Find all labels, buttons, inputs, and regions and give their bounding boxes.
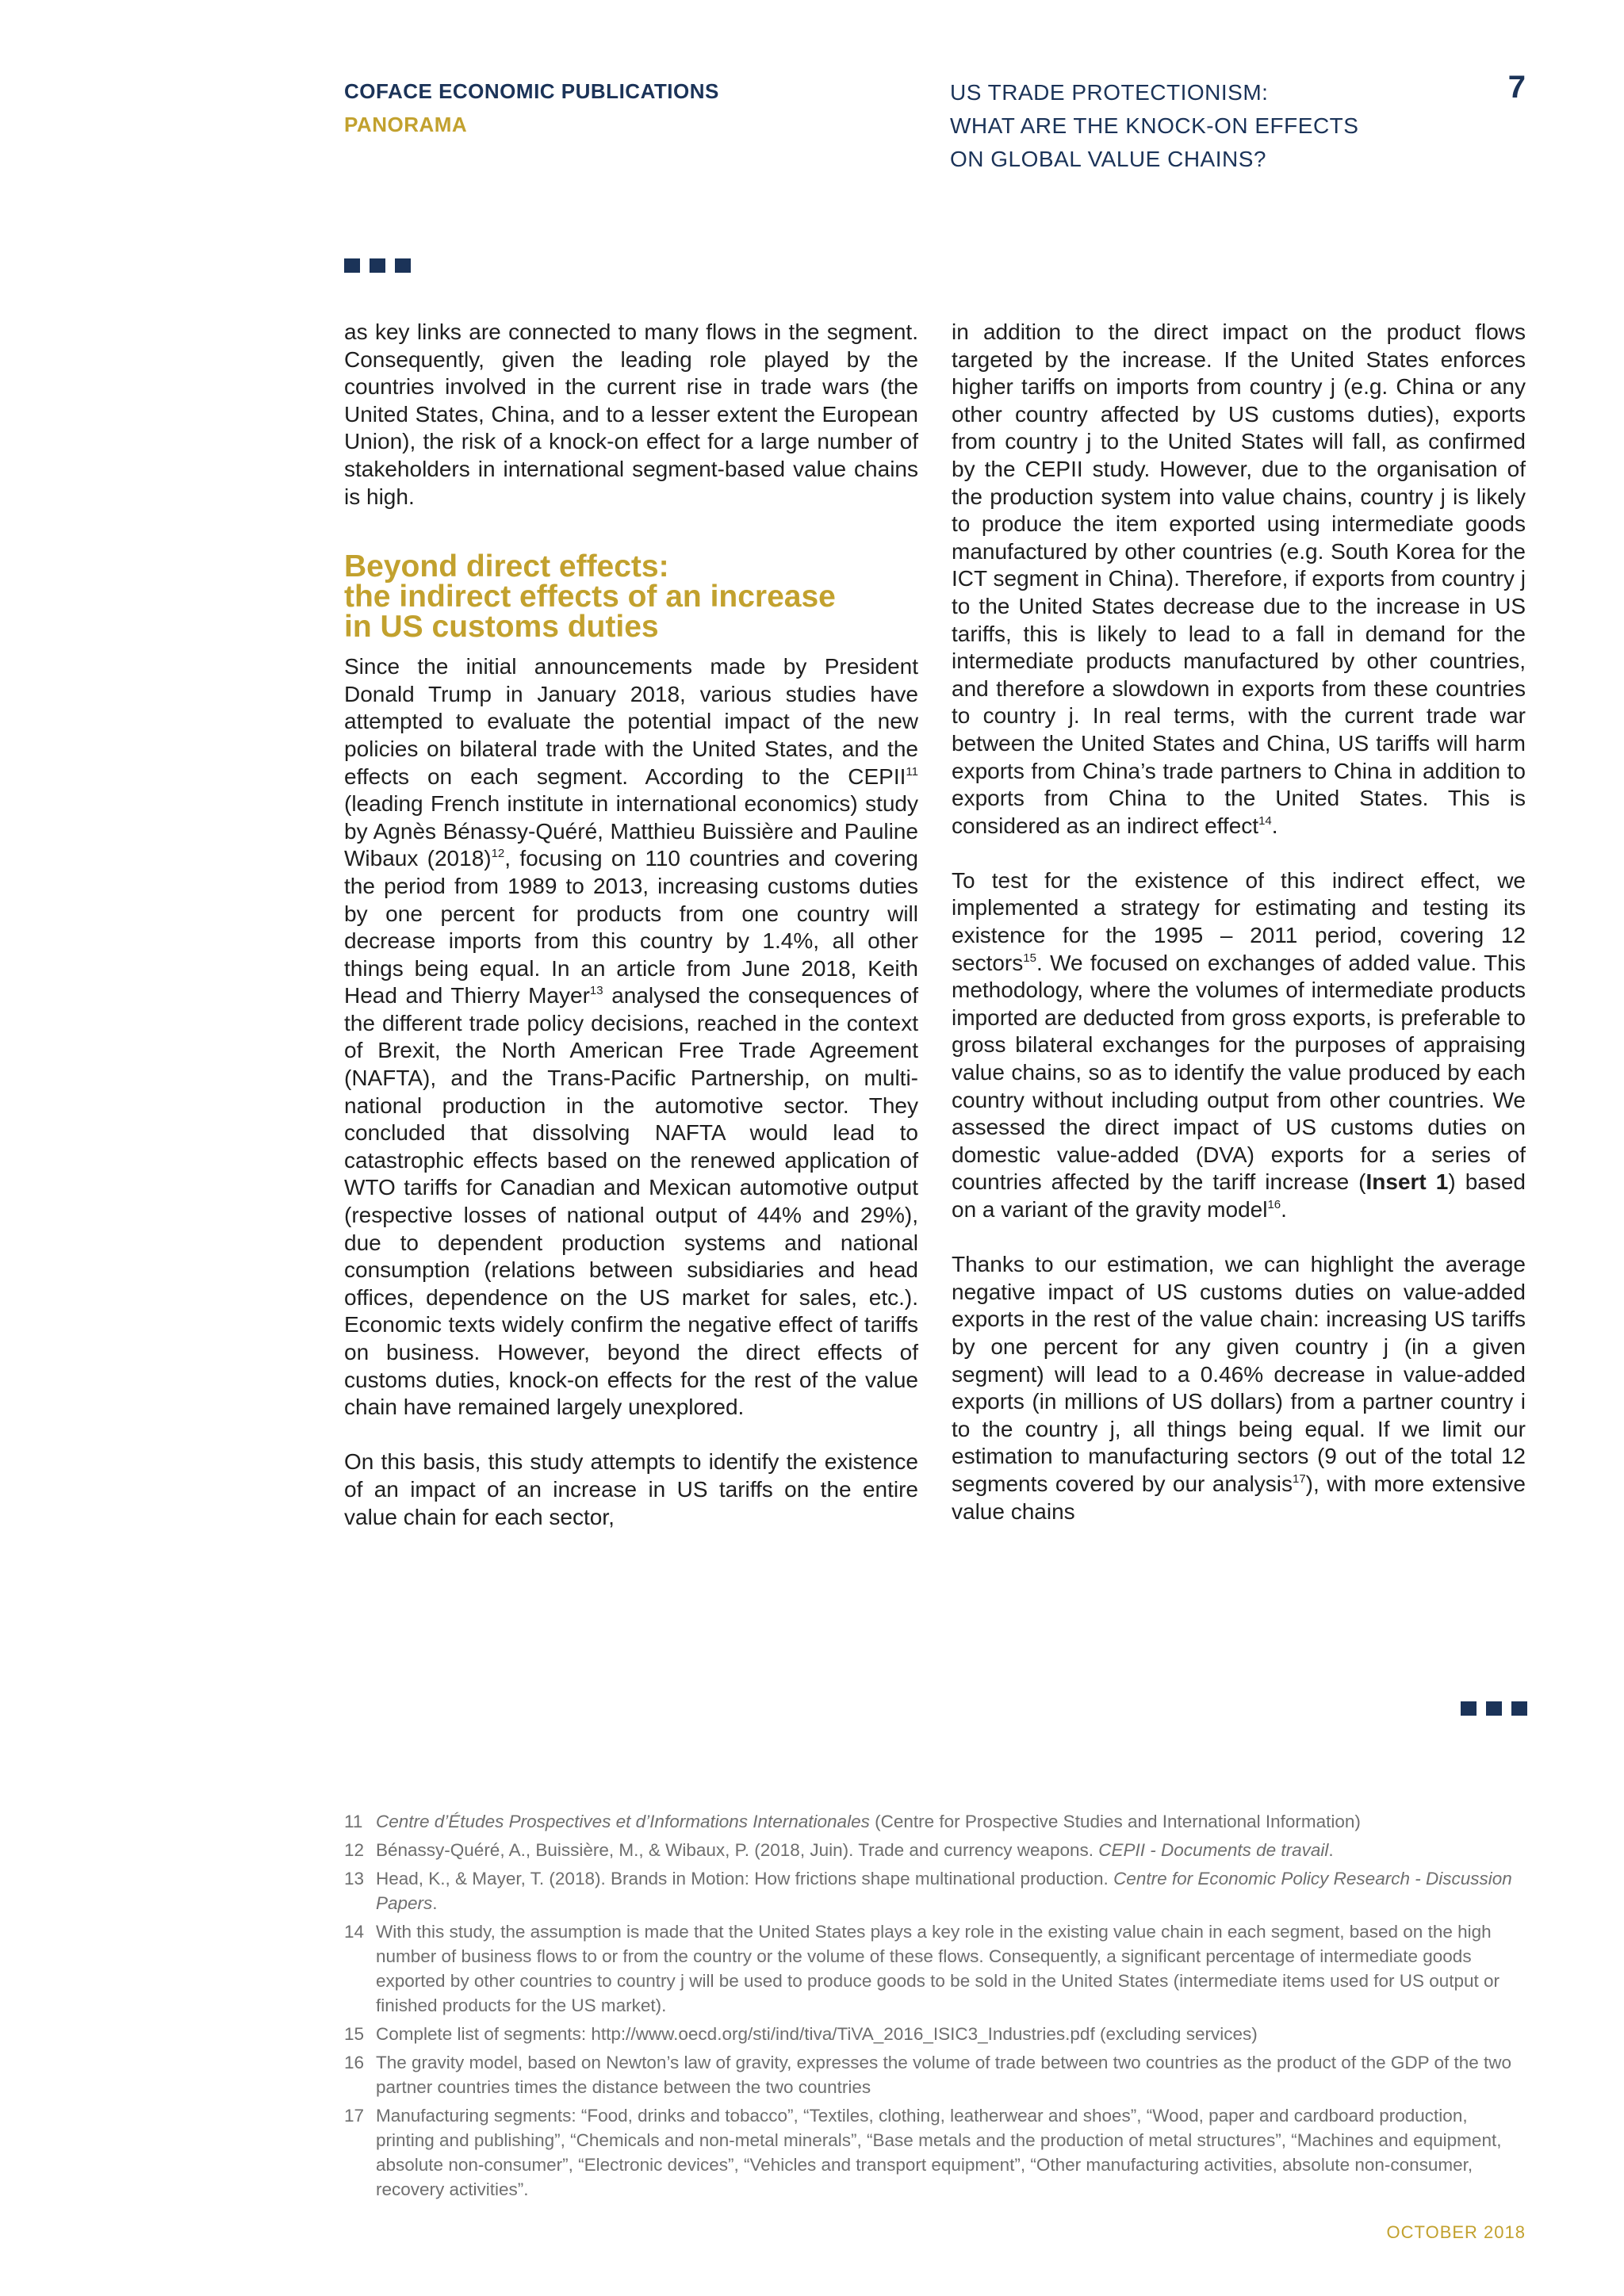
text-run: Centre d’Études Prospectives et d’Informations Internationales bbox=[376, 1812, 870, 1831]
paragraph: On this basis, this study attempts to identify the existence of an impact of an increase in US tariffs on the entire value chain for each sector, bbox=[344, 1449, 918, 1529]
footnote bbox=[344, 2103, 1518, 2202]
right-column bbox=[952, 319, 1526, 1525]
title-line: US TRADE PROTECTIONISM: bbox=[950, 80, 1269, 105]
text-run: Head, K., & Mayer, T. (2018). Brands in Motion: How frictions shape multinational production. bbox=[376, 1869, 1114, 1888]
footnote-number: 11 bbox=[344, 1812, 363, 1831]
square-icon bbox=[395, 258, 411, 273]
text-run: ), with more extensive value chains bbox=[952, 1471, 1526, 1524]
section-heading bbox=[344, 549, 918, 645]
decorative-squares-top bbox=[344, 258, 411, 273]
footnote-number: 14 bbox=[344, 1922, 365, 1942]
footnote-text: The gravity model, based on Newton’s law of gravity, expresses the volume of trade between two countries as the product of the GDP of the two partner countries times the distance between the two countries bbox=[376, 2053, 1512, 2097]
heading-line: in US customs duties bbox=[344, 610, 659, 645]
square-icon bbox=[1461, 1701, 1477, 1716]
footnote-text: With this study, the assumption is made that the United States plays a key role in the existing value chain in each segment, based on the high number of business flows to or from the country or the volume of these flows. Consequently, a significant percentage of intermediate goods exported by other countries to country j will be used to produce goods to be sold in the United States (intermediate items used for US output or finished products for the US market). bbox=[376, 1922, 1500, 2015]
text-run: (leading French institute in international economics) study by Agnès Bénassy-Quéré, Matthieu Buissière and Pauline Wibaux (2018) bbox=[344, 791, 918, 871]
footnote-ref: 15 bbox=[1023, 951, 1036, 965]
footnote-text: Complete list of segments: http://www.oecd.org/sti/ind/tiva/TiVA_2016_ISIC3_Industries.pdf (excluding services) bbox=[376, 2024, 1258, 2044]
footnote bbox=[344, 1838, 1518, 1862]
footnote bbox=[344, 2050, 1518, 2099]
text-run: Bénassy-Quéré, A., Buissière, M., & Wibaux, P. (2018, Juin). Trade and currency weapons. bbox=[376, 1840, 1099, 1860]
footnote bbox=[344, 1919, 1518, 2018]
publication-date: OCTOBER 2018 bbox=[1386, 2222, 1526, 2242]
text-run: Thanks to our estimation, we can highlight the average negative impact of US customs duties on value-added exports in the rest of the value chain: increasing US tariffs by one percent for any given country j (in a given segment) will lead to a 0.46% decrease in value-added exports (in millions of US dollars) from a partner country i to the country j, all things being equal. If we limit our estimation to manufacturing sectors (9 out of the total 12 segments covered by our analysis bbox=[952, 1252, 1526, 1496]
footnote-ref: 14 bbox=[1258, 813, 1272, 828]
footnote bbox=[344, 2022, 1518, 2046]
footnote-text bbox=[376, 1809, 1518, 1834]
footnote bbox=[344, 1866, 1518, 1915]
text-run: ) based on a variant of the gravity model bbox=[952, 1169, 1526, 1222]
footnote-number: 12 bbox=[344, 1840, 365, 1860]
text-run: . We focused on exchanges of added value. This methodology, where the volumes of intermediate products imported are deducted from gross exports, is preferable to gross bilateral exchanges for the purposes of appraising value chains, so as to identify the value produced by each country without including output from other countries. We assessed the direct impact of US customs duties on domestic value-added (DVA) exports for a series of countries affected by the tariff increase ( bbox=[952, 950, 1526, 1195]
paragraph bbox=[952, 319, 1526, 840]
paragraph bbox=[952, 1251, 1526, 1525]
footnote-text bbox=[376, 1866, 1518, 1915]
page-number: 7 bbox=[1507, 70, 1526, 105]
text-run: Centre for Economic Policy Research - Discussion Papers bbox=[376, 1869, 1512, 1913]
footnotes bbox=[344, 1809, 1518, 2206]
square-icon bbox=[344, 258, 360, 273]
paragraph bbox=[952, 867, 1526, 1224]
footnote-text bbox=[376, 1838, 1518, 1862]
text-run: . bbox=[1271, 813, 1278, 838]
footnote-number: 17 bbox=[344, 2106, 365, 2126]
text-run: . bbox=[1328, 1840, 1334, 1860]
publication-name: COFACE ECONOMIC PUBLICATIONS bbox=[344, 79, 719, 103]
footnote-number: 16 bbox=[344, 2053, 365, 2072]
document-title bbox=[950, 76, 1457, 176]
text-run: , focusing on 110 countries and covering the period from 1989 to 2013, increasing customs duties by one percent for products from one country will decrease imports from this country by 1.4%, all other things being equal. In an article from June 2018, Keith Head and Thierry Mayer bbox=[344, 846, 918, 1008]
text-run: (Centre for Prospective Studies and International Information) bbox=[869, 1812, 1361, 1831]
square-icon bbox=[370, 258, 385, 273]
footnote-number: 15 bbox=[344, 2024, 365, 2044]
footnote-ref: 17 bbox=[1292, 1471, 1306, 1486]
text-run: . bbox=[1281, 1197, 1287, 1222]
text-run: To test for the existence of this indirect effect, we implemented a strategy for estimating and testing its existence for the 1995 – 2011 period, covering 12 sectors bbox=[952, 867, 1526, 975]
decorative-squares-bottom bbox=[1461, 1701, 1527, 1716]
square-icon bbox=[1486, 1701, 1502, 1716]
text-run: . bbox=[432, 1893, 438, 1913]
footnote-ref: 12 bbox=[491, 847, 505, 861]
left-column bbox=[344, 319, 918, 1531]
text-run: in addition to the direct impact on the product flows targeted by the increase. If the United States enforces higher tariffs on imports from country j (e.g. China or any other country affected by US customs duties), exports from country j to the United States will fall, as confirmed by the CEPII study. However, due to the organisation of the production system into value chains, country j is likely to produce the item exported using intermediate goods manufactured by other countries (e.g. South Korea for the ICT segment in China). Therefore, if exports from country j to the United States decrease due to the increase in US tariffs, this is likely to lead to a fall in demand for the intermediate products manufactured by other countries, and therefore a slowdown in exports from these countries to country j. In real terms, with the current trade war between the United States and China, US tariffs will harm exports from China’s trade partners to China in addition to exports from China to the United States. This is considered as an indirect effect bbox=[952, 320, 1526, 838]
publication-series: PANORAMA bbox=[344, 113, 468, 136]
footnote-number: 13 bbox=[344, 1869, 365, 1888]
text-run: CEPII - Documents de travail bbox=[1098, 1840, 1329, 1860]
footnote-text: Manufacturing segments: “Food, drinks and tobacco”, “Textiles, clothing, leatherwear and shoes”, “Wood, paper and cardboard production, printing and publishing”, “Chemicals and non-metal minerals”, “Base metals and the production of metal structures”, “Machines and equipment, absolute non-consumer”, “Electronic devices”, “Vehicles and transport equipment”, “Other manufacturing activities, absolute non-consumer, recovery activities”. bbox=[376, 2106, 1502, 2199]
footnote-ref: 13 bbox=[589, 984, 603, 998]
text-run: analysed the consequences of the different trade policy decisions, reached in the context of Brexit, the North American Free Trade Agreement (NAFTA), and the Trans-Pacific Partnership, on multi-national production in the automotive sector. They concluded that dissolving NAFTA would lead to catastrophic effects based on the renewed application of WTO tariffs for Canadian and Mexican automotive output (respective losses of national output of 44% and 29%), due to dependent production systems and national consumption (relations between subsidiaries and head offices, dependence on the US market for sales, etc.). Economic texts widely confirm the negative effect of tariffs on business. However, beyond the direct effects of customs duties, knock-on effects for the rest of the value chain have remained largely unexplored. bbox=[344, 983, 918, 1420]
footnote-ref: 11 bbox=[906, 764, 918, 779]
footnote bbox=[344, 1809, 1518, 1834]
square-icon bbox=[1511, 1701, 1527, 1716]
heading-line: the indirect effects of an increase bbox=[344, 580, 836, 614]
paragraph: as key links are connected to many flows in the segment. Consequently, given the leading role played by the countries involved in the current rise in trade wars (the United States, China, and to a lesser extent the European Union), the risk of a knock-on effect for a large number of stakeholders in international segment-based value chains is high. bbox=[344, 320, 918, 509]
footnote-ref: 16 bbox=[1267, 1198, 1281, 1211]
text-run: Since the initial announcements made by President Donald Trump in January 2018, various studies have attempted to evaluate the potential impact of the new policies on bilateral trade with the United States, and the effects on each segment. According to the CEPII bbox=[344, 654, 918, 789]
insert-reference: Insert 1 bbox=[1365, 1169, 1449, 1195]
paragraph bbox=[344, 653, 918, 1422]
title-line: ON GLOBAL VALUE CHAINS? bbox=[950, 147, 1266, 171]
title-line: WHAT ARE THE KNOCK-ON EFFECTS bbox=[950, 113, 1359, 138]
heading-line: Beyond direct effects: bbox=[344, 549, 669, 584]
